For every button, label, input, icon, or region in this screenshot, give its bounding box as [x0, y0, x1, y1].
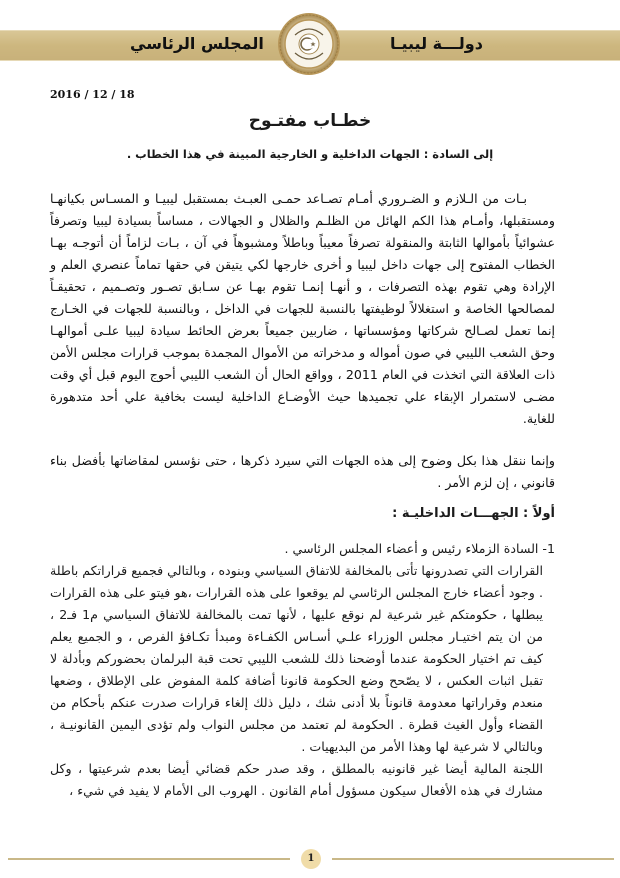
- section-heading-internal-parties: أولاً : الجهـــات الداخليـة :: [392, 506, 555, 521]
- intro-paragraph: بـات من الـلازم و الضـروري أمـام تصـاعد حمـى العبـث بمستقبل ليبيـا و المسـاس بكيانهـا ومستقبلها، وأمـام هذا الكم الهائل من الظلـم والظلال و الجهالات ، مساساً بسيادة ليبيا وتصرفاً عشوائياً بأموالها الثابتة والمنقولة تصرفاً معيباً وباطلاً ومشبوهاً في آن ، بـات لزاماً أن أتوجـه بهـا الخطاب المفتوح إلى جهات داخل ليبيا و أخرى خارجها لكي يتيقن في حقها تماماً عنصري العلم و الإرادة وهي تقوم بهذه التصرفات ، و أنهـا إنمـا تقوم بهـا عن سـابق تصـور وتصـميم ، تحقيقـاً لمصالحها الخاصة و استغلالاً لوظيفتها بالنسبة للجهات في الداخل ، وبالنسبة للجهات في الخـارج إنما تعمل لصـالح شركاتها ومؤسساتها ، ضاربين جميعاً بعرض الحائط سيادة ليبيا علـى أموالهـا وحق الشعب الليبي في صون أمواله و مدخراته من الأموال المجمدة بموجب قرارات مجلس الأمن ذات العلاقة التي اتخذت في العام 2011 ، وواقع الحال أن الشعب الليبي أحوج اليوم قبل أي وقت مضـى لاستمرار الإبقاء علي تجميدها حيث الأوضـاع الداخلية ليست بخافية علي أحد متدهورة للغاية.: [50, 191, 555, 426]
- list-item: [50, 538, 555, 802]
- document-date: 2016 / 12 / 18: [50, 88, 135, 101]
- footer-rule-left: [8, 858, 290, 860]
- document-addressee: إلى السادة : الجهات الداخلية و الخارجية المبينة في هذا الخطاب .: [126, 147, 494, 161]
- document-title: خطـاب مفتـوح: [248, 111, 372, 131]
- list-item-lead: 1- السادة الزملاء رئيس و أعضاء المجلس الرئاسي .: [284, 541, 555, 556]
- list-item-tail: اللجنة المالية أيضا غير قانونيه بالمطلق ، وقد صدر حكم قضائي أيضا بعدم شرعيتها ، وكل مشارك في هذه الأفعال سيكون مسؤول أمام القانون . الهروب الى الأمام لا يفيد في شيء ،: [50, 761, 543, 798]
- purpose-paragraph: وإنما ننقل هذا بكل وضوح إلى هذه الجهات التي سيرد ذكرها ، حتى نؤسس لمقاضاتها بأفضل بناء قانوني ، إن لزم الأمر .: [50, 453, 555, 490]
- libya-state-seal-icon: [277, 1, 341, 87]
- list-item-body: القرارات التي تصدرونها تأتى بالمخالفة للاتفاق السياسي وبنوده ، وبالتالي فجميع قراراتكم باطلة . وجود أعضاء خارج المجلس الرئاسي لم يوقعوا على هذه القرارات ،هو فيتو على هذه القرارات يبطلها ، حكومتكم غير شرعية لم نوقع عليها ، لأنها تمت بالمخالفة للاتفاق السياسي م1 فـ2 ، من ان يتم اختيـار مجلس الوزراء علـي أسـاس الكفـاءة ومبدأ تكـافؤ الفرص ، و الجميع يعلم كيف تم اختيار الحكومة عندما أوضحنا ذلك للشعب الليبي تحت قبة البرلمان بحضوركم وبأدلة لا تقبل اثبات العكس ، لا يصّحح وضع الحكومة قانونا أضافة كلمة المفوض على الإطلاق ، وضعها منعدم وقراراتها معدومة قانوناً بلا أدنى شك ، دليل ذلك إلغاء قرارات صدرت عنكم بأحكام من القضاء وأول الغيث قطرة . الحكومة لم تعتمد من مجلس النواب ولم تؤدى اليمين القانونيـة ، وبالتالي لا شرعية لها وهذا الأمر من البديهيات .: [50, 563, 543, 754]
- page-number-badge: 1: [301, 849, 321, 869]
- presidential-council-label: المجلس الرئاسي: [130, 34, 264, 53]
- footer-rule-right: [332, 858, 614, 860]
- state-of-libya-label: دولـــة ليبيـا: [390, 34, 483, 53]
